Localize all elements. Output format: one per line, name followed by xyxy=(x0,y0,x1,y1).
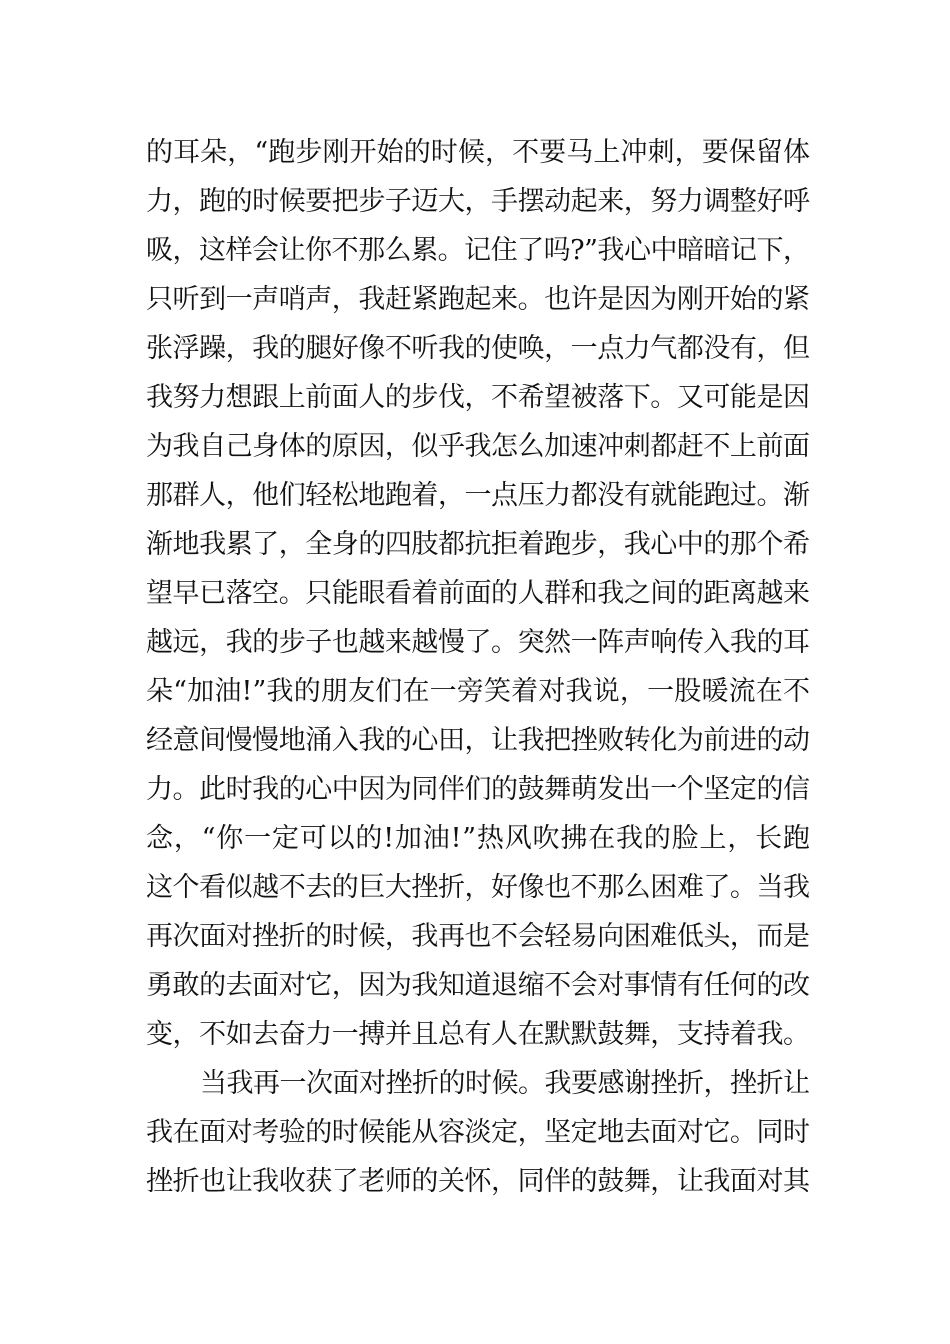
text-line: 我努力想跟上前面人的步伐，不希望被落下。又可能是因 xyxy=(146,382,810,413)
text-line: 望早已落空。只能眼看着前面的人群和我之间的距离越来 xyxy=(146,578,810,609)
text-line: 我在面对考验的时候能从容淡定，坚定地去面对它。同时 xyxy=(146,1117,810,1148)
text-line: 挫折也让我收获了老师的关怀，同伴的鼓舞，让我面对其 xyxy=(146,1166,810,1197)
text-line: 为我自己身体的原因，似乎我怎么加速冲刺都赶不上前面 xyxy=(146,431,810,462)
text-line: 力。此时我的心中因为同伴们的鼓舞萌发出一个坚定的信 xyxy=(146,774,810,805)
text-line: 力，跑的时候要把步子迈大，手摆动起来，努力调整好呼 xyxy=(146,186,810,217)
text-line: 念，“你一定可以的!加油!”热风吹拂在我的脸上，长跑 xyxy=(146,823,811,854)
text-line: 只听到一声哨声，我赶紧跑起来。也许是因为刚开始的紧 xyxy=(146,284,810,315)
text-line-indented: 当我再一次面对挫折的时候。我要感谢挫折，挫折让 xyxy=(200,1068,810,1099)
text-line: 那群人，他们轻松地跑着，一点压力都没有就能跑过。渐 xyxy=(146,480,810,511)
text-line: 张浮躁，我的腿好像不听我的使唤，一点力气都没有，但 xyxy=(146,333,810,364)
text-line: 吸，这样会让你不那么累。记住了吗?”我心中暗暗记下， xyxy=(146,235,810,266)
text-line: 再次面对挫折的时候，我再也不会轻易向困难低头，而是 xyxy=(146,921,810,952)
text-line: 的耳朵，“跑步刚开始的时候，不要马上冲刺，要保留体 xyxy=(146,137,811,168)
paragraph-2 xyxy=(146,1059,810,1206)
text-line: 变，不如去奋力一搏并且总有人在默默鼓舞，支持着我。 xyxy=(146,1019,810,1050)
text-line: 经意间慢慢地涌入我的心田，让我把挫败转化为前进的动 xyxy=(146,725,810,756)
body-text xyxy=(146,128,810,1206)
paragraph-1 xyxy=(146,128,810,1059)
text-line: 这个看似越不去的巨大挫折，好像也不那么困难了。当我 xyxy=(146,872,810,903)
text-line: 越远，我的步子也越来越慢了。突然一阵声响传入我的耳 xyxy=(146,627,810,658)
text-line: 勇敢的去面对它，因为我知道退缩不会对事情有任何的改 xyxy=(146,970,810,1001)
text-line: 朵“加油!”我的朋友们在一旁笑着对我说，一股暖流在不 xyxy=(146,676,811,707)
text-line: 渐地我累了，全身的四肢都抗拒着跑步，我心中的那个希 xyxy=(146,529,810,560)
